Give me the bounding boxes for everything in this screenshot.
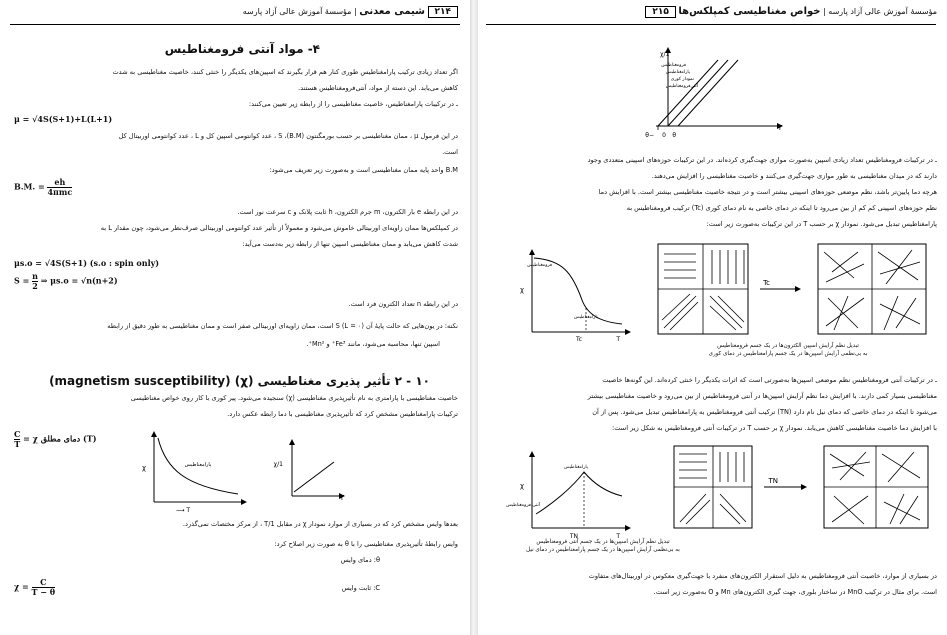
paragraph-line: هرچه دما پایین‌تر باشد، نظم موضعی حوزه‌های اسپینی بیشتر است و در نتیجه خاصیت مغناطیسی بیشتر است. با افزایش دما [598,188,937,196]
equation: B.M. = $\frac{eh}{\text{4πmc}}$ [14,177,73,197]
antiferromagnet-graph [506,448,632,540]
header-rule [486,24,936,25]
x-axis-label: T [777,124,782,132]
x-axis-label: T [339,494,344,502]
paragraph-line: می‌شود تا اینکه در دمای خاصی که دمای نیل نام دارد (TN) ترکیب آنتی فرومغناطیس به پارامغناطیس تبدیل می‌شود. پس از آن [592,408,937,416]
ferromagnet-graph [519,244,632,343]
paragraph-line: اگر تعداد زیادی ترکیب پارامغناطیس طوری کنار هم قرار بگیرند که اسپین‌های یکدیگر را خنثی کنند، خاصیت مغناطیسی به شدت [112,68,458,76]
page-number: ۲۱۴ [428,6,458,18]
equation: μs.o = √4S(S+1) (s.o : spin only) [14,258,160,268]
paragraph-line: در بسیاری از موارد، خاصیت آنتی فرومغناطیس به دلیل استقرار الکترون‌های منفرد با جهت‌گیری معکوس در اوربیتال‌های متفاوت [588,572,937,580]
curie-weiss-graph [645,40,788,140]
x-axis-label: T ⟶ [175,507,190,514]
tn-label: TN [569,533,578,540]
line-label: فرومغناطیس [661,63,686,68]
line-label: پارامغناطیس [665,70,690,75]
x-axis-label: T [616,336,620,343]
section-heading: ۱۰ - ۲ تأثیر پذیری مغناطیسی (χ) (magnetism susceptibility) [49,374,430,388]
weiss-equation: χ = $\frac{C}{T - \theta}$ [14,577,56,597]
paragraph-line: بعدها وایس مشخص کرد که در بسیاری از موارد نمودار χ در مقابل 1/T ، از مرکز مختصات نمی‌گذرد. [182,520,458,528]
left-page-header: ۲۱۴ شیمی معدنی | مؤسسهٔ آموزش عالی آزاد پارسه [243,6,458,24]
header-rule [10,24,460,25]
curve-label: پارامغناطیس [184,462,212,468]
definition-line: θ: دمای وایس [340,556,380,564]
equation: μ = √4S(S+1)+L(L+1) [14,114,113,124]
paragraph-line: با افزایش دما خاصیت مغناطیسی کاهش می‌یابد. نمودار χ بر حسب T در ترکیبات آنتی فرومغناطیس به شکل زیر است: [611,424,937,432]
paragraph-line: شدت کاهش می‌یابد و ممان مغناطیسی اسپین تنها از رابطه زیر به‌دست می‌آید: [242,240,458,248]
paragraph-line: است. برای مثال در ترکیب MnO در ساختار بلوری، جهت گیری الکترون‌های Mn و O به‌صورت زیر است. [653,588,937,596]
line-label: آنتی‌فرومغناطیس [665,84,698,89]
paragraph-line: در این رابطه n تعداد الکترون فرد است. [348,300,458,308]
paragraph-line: ترکیبات پارامغناطیس مشخص کرد که تأثیرپذیری مغناطیسی با دما رابطه عکس دارد. [227,410,458,418]
tick-label: θ [672,132,676,139]
paragraph-line: وایس رابطهٔ تأثیرپذیری مغناطیسی را با θ به صورت زیر اصلاح کرد: [274,540,458,548]
inverse-curie-graph [273,440,348,502]
header-org: مؤسسهٔ آموزش عالی آزاد پارسه [242,7,352,16]
y-axis-label: 1/χ [273,461,283,468]
paragraph-line: کاهش می‌یابد. این دسته از مواد، آنتی‌فرومغناطیس هستند. [298,84,458,92]
right-page-header: مؤسسهٔ آموزش عالی آزاد پارسه | خواص مغناطیسی کمپلکس‌ها ۲۱۵ [645,6,937,24]
paragraph-line: در این رابطه e بار الکترون، m جرم الکترون، h ثابت پلانک و c سرعت نور است. [237,208,458,216]
book-gutter [470,0,478,635]
curie-graph [140,430,250,514]
left-page [0,0,470,635]
curve-label: فرومغناطیس [527,263,552,268]
tc-label: Tc [576,336,582,343]
header-title: خواص مغناطیسی کمپلکس‌ها [678,6,821,17]
definition-line: C: ثابت وایس [341,584,380,592]
paragraph-line: ـ در ترکیبات فرومغناطیس تعداد زیادی اسپین به‌صورت موازی جهت‌گیری کرده‌اند. در این ترکیبات حوزه‌های اسپینی متعددی وجود [587,156,937,164]
y-axis-label: χ [141,464,146,472]
paragraph-line: پارامغناطیس تبدیل می‌شود. نمودار χ بر حسب T در این ترکیبات به‌صورت زیر است: [706,220,937,228]
line-label: نمودار کوری [670,77,694,82]
paragraph-line: B.M واحد پایه ممان مغناطیسی است و به‌صورت زیر تعریف می‌شود: [269,166,458,174]
x-axis-label: T [616,533,620,540]
right-page [478,0,947,635]
arrow-label: TN [768,477,778,485]
y-axis-label: χ [519,482,524,490]
paragraph-line: در کمپلکس‌ها ممان زاویه‌ای اوربیتالی خاموش می‌شود و معمولاً از تأثیر عدد کوانتومی اوربیتالی صرف‌نظر می‌شود، چون مقدار L به [100,224,458,232]
y-axis-label: 1/χ [660,51,670,58]
paragraph-line: ـ در ترکیبات پارامغناطیس، خاصیت مغناطیسی را از رابطه زیر تعیین می‌کنند: [248,100,458,108]
header-org: مؤسسهٔ آموزش عالی آزاد پارسه [828,7,937,16]
antiferromagnet-domains [674,446,932,534]
figure-caption: تبدیل نظم آرایش اسپین‌ها در یک جسم آنتی فرومغناطیس به بی‌نظمی آرایش اسپین‌ها در یک جسم پارامغناطیس در دمای نیل [526,539,680,553]
tick-label: 0 [662,132,666,139]
paragraph-line: دارند که در میدان مغناطیسی به طور موازی جهت‌گیری می‌کنند و خاصیت مغناطیسی را افزایش می‌دهند. [651,172,937,180]
y-axis-label: χ [519,286,524,294]
paragraph-line: در این فرمول μ ، ممان مغناطیسی بر حسب بورمگنتون (B.M)، S ، عدد کوانتومی اسپین کل و L ، عدد کوانتومی اوربیتال کل [118,132,458,140]
curie-law: (T) دمای مطلق χ = $\frac{C}{T}$ [14,429,97,449]
curve-label: پارامغناطیس [573,315,598,320]
paragraph-line: نظم حوزه‌های اسپینی کم کم از بین می‌رود تا اینکه در دمای خاصی به نام دمای کوری (Tc) ترکیب فرومغناطیس به [626,204,937,212]
section-heading: ۴- مواد آنتی فرومغناطیس [164,42,320,56]
equation: S = $\frac{n}{2}$ ⇒ μs.o = √n(n+2) [14,271,118,291]
curve-label: آنتی فرومغناطیس [506,503,540,508]
paragraph-line: مغناطیسی بسیار کمی دارند. با افزایش دما نظم آرایش اسپین‌ها در آنتی فرومغناطیس از بین می‌رود و خاصیت مغناطیسی بیشتر [587,392,937,400]
curve-label: پارامغناطیس [563,465,588,470]
paragraph-line: است. [442,148,458,156]
note-line: نکته: در یون‌هایی که حالت پایهٔ آن S (L = ۰) است، ممان زاویه‌ای اوربیتالی صفر است و ممان مغناطیسی به طور دقیق از رابطه [107,322,458,330]
header-title: شیمی معدنی [359,6,425,17]
tick-label: −θ [645,132,654,139]
note-line: اسپین تنها، محاسبه می‌شود، مانند Fe³⁺ و Mn²⁺. [306,340,440,348]
page-number: ۲۱۵ [645,6,675,18]
paragraph-line: خاصیت مغناطیسی با پارامتری به نام تأثیرپذیری مغناطیسی (χ) سنجیده می‌شود. پیر کوری با کار روی خواص مغناطیسی [130,394,458,402]
figure-caption: تبدیل نظم آرایش اسپین الکترون‌ها در یک جسم فرومغناطیس به بی‌نظمی آرایش اسپین‌ها در یک جسم پارامغناطیس در دمای کوری [708,343,868,357]
paragraph-line: ـ در ترکیبات آنتی فرومغناطیس نظم موضعی اسپین‌ها به‌صورتی است که اثرات یکدیگر را خنثی کرده‌اند. این گونه‌ها خاصیت [602,376,937,384]
ferromagnet-domains [658,244,932,340]
arrow-label: Tc [763,279,770,287]
